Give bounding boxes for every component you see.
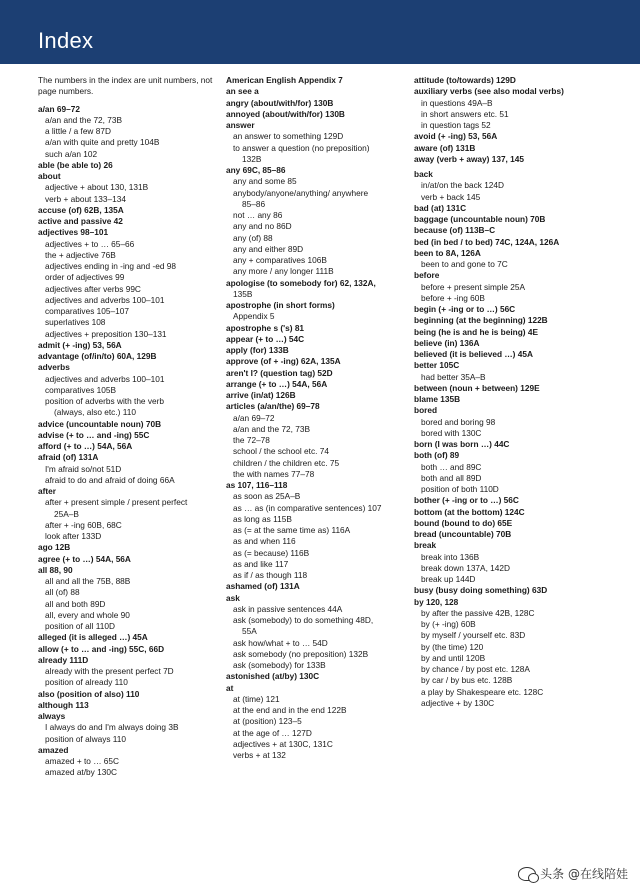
index-subentry: I'm afraid so/not 51D (45, 463, 122, 474)
chat-bubble-icon (518, 867, 536, 881)
index-headword: ashamed (of) 131A (226, 581, 300, 592)
index-subentry: adjective + about 130, 131B (45, 182, 149, 193)
index-headword: at (226, 682, 234, 693)
index-subentry: a little / a few 87D (45, 126, 111, 136)
index-subentry: by chance / by post etc. 128A (421, 664, 530, 674)
index-subentry: amazed + to … 65C (45, 756, 120, 766)
index-subentry: all, every and whole 90 (45, 609, 130, 620)
index-subentry: after + present simple / present perfect (45, 497, 188, 508)
index-subentry: break down 137A, 142D (421, 562, 511, 573)
index-headword: appear (+ to …) 54C (226, 333, 305, 344)
index-subentry: order of adjectives 99 (45, 272, 125, 283)
index-headword: always (38, 711, 66, 721)
index-subentry: as long as 115B (233, 513, 292, 524)
index-headword: although 113 (38, 699, 89, 710)
index-subentry: to answer a question (no preposition) (233, 142, 370, 153)
index-subentry: bored and boring 98 (421, 416, 496, 427)
index-headword: all 88, 90 (38, 564, 73, 575)
index-headword: been to 8A, 126A (414, 247, 481, 258)
index-columns (0, 75, 640, 875)
index-headword: aren't I? (question tag) 52D (226, 367, 333, 378)
index-subentry: in question tags 52 (421, 120, 491, 130)
index-headword: being (he is and he is being) 4E (414, 326, 539, 337)
index-subentry: adjectives + at 130C, 131C (233, 738, 333, 749)
index-subentry: adjectives and adverbs 100–101 (45, 294, 165, 305)
watermark-text: 头条 @在线陪娃 (540, 867, 628, 881)
index-headword: advantage (of/in/to) 60A, 129B (38, 351, 157, 361)
index-subentry: by after the passive 42B, 128C (421, 607, 535, 618)
index-subentry: already with the present perfect 7D (45, 666, 174, 676)
index-headword: ago 12B (38, 542, 71, 553)
page-title: Index (38, 28, 94, 53)
index-headword: beginning (at the beginning) 122B (414, 315, 548, 326)
index-subentry: after + -ing 60B, 68C (45, 519, 122, 530)
index-headword: begin (+ -ing or to …) 56C (414, 304, 516, 314)
index-subentry: any and either 89D (233, 243, 304, 254)
index-headword: American English Appendix 7 (226, 75, 343, 85)
index-subentry: at (time) 121 (233, 693, 280, 704)
index-subentry: a play by Shakespeare etc. 128C (421, 686, 544, 697)
index-headword: auxiliary verbs (see also modal verbs) (414, 86, 564, 97)
index-subentry: verb + about 133–134 (45, 193, 126, 204)
index-headword: as 107, 116–118 (226, 480, 288, 490)
index-subentry: adjectives and adverbs 100–101 (45, 373, 165, 384)
index-headword: accuse (of) 62B, 135A (38, 204, 124, 215)
index-subentry: an answer to something 129D (233, 131, 344, 142)
index-headword: baggage (uncountable noun) 70B (414, 214, 546, 224)
index-subentry: verb + back 145 (421, 191, 481, 202)
index-subentry: look after 133D (45, 531, 102, 541)
index-headword: arrive (in/at) 126B (226, 390, 296, 400)
index-headword: also (position of also) 110 (38, 688, 140, 699)
index-subentry: such a/an 102 (45, 148, 98, 159)
index-header-banner (0, 0, 640, 64)
index-subentry: position of always 110 (45, 733, 127, 744)
index-headword: bad (at) 131C (414, 202, 467, 213)
index-subentry: before + present simple 25A (421, 281, 526, 292)
index-subentry: all (of) 88 (45, 587, 80, 598)
index-subentry: adjectives + preposition 130–131 (45, 328, 167, 339)
index-headword: bread (uncountable) 70B (414, 529, 512, 539)
index-headword: avoid (+ -ing) 53, 56A (414, 131, 498, 142)
index-headword: because (of) 113B–C (414, 225, 496, 236)
index-subentry: as … as (in comparative sentences) 107 (233, 502, 382, 513)
index-headword: both (of) 89 (414, 450, 460, 461)
index-headword: blame 135B (414, 394, 461, 404)
index-subentry: at the age of … 127D (233, 727, 312, 738)
index-subentry: been to and gone to 7C (421, 259, 508, 269)
index-subentry: any and no 86D (233, 221, 292, 232)
index-subentry: in questions 49A–B (421, 97, 493, 108)
index-headword: answer (226, 120, 255, 130)
index-headword: admit (+ -ing) 53, 56A (38, 339, 122, 350)
index-subentry: ask (somebody) to do something 48D, (233, 615, 374, 625)
index-headword: afraid (of) 131A (38, 452, 99, 463)
index-subentry: not … any 86 (233, 210, 283, 220)
index-headword: active and passive 42 (38, 216, 123, 226)
index-subentry: comparatives 105B (45, 384, 117, 395)
watermark (518, 865, 628, 882)
index-headword: bed (in bed / to bed) 74C, 124A, 126A (414, 236, 560, 247)
index-column-2 (226, 75, 408, 761)
index-headword: believe (in) 136A (414, 337, 480, 348)
index-subentry: any and some 85 (233, 176, 297, 187)
index-headword: approve (of + -ing) 62A, 135A (226, 356, 341, 367)
index-headword: after (38, 486, 56, 496)
index-headword: advice (uncountable noun) 70B (38, 418, 162, 429)
index-subentry: a/an and the 72, 73B (233, 423, 311, 434)
index-subentry: a/an with quite and pretty 104B (45, 137, 160, 148)
index-headword: back (414, 169, 433, 179)
index-subentry: comparatives 105–107 (45, 306, 129, 316)
index-subentry: had better 35A–B (421, 371, 486, 382)
index-headword: bottom (at the bottom) 124C (414, 506, 525, 517)
index-headword: break (414, 540, 437, 551)
index-subentry: any more / any longer 111B (233, 266, 334, 277)
index-headword: believed (it is believed …) 45A (414, 349, 533, 359)
index-headword: bother (+ -ing or to …) 56C (414, 495, 519, 506)
index-headword: angry (about/with/for) 130B (226, 97, 334, 108)
index-headword: attitude (to/towards) 129D (414, 75, 516, 85)
index-subentry: superlatives 108 (45, 317, 106, 328)
index-subentry: Appendix 5 (233, 311, 275, 322)
index-subentry: both … and 89C (421, 461, 482, 472)
index-subentry: by and until 120B (421, 652, 486, 663)
index-headword: apostrophe (in short forms) (226, 300, 335, 310)
index-subentry: as (= at the same time as) 116A (233, 525, 351, 535)
index-subentry: verbs + at 132 (233, 750, 286, 760)
index-subentry: all and both 89D (45, 598, 106, 609)
index-subentry: as if / as though 118 (233, 570, 308, 580)
index-subentry: at (position) 123–5 (233, 716, 302, 727)
index-subentry: afraid to do and afraid of doing 66A (45, 474, 175, 485)
index-subentry: (always, also etc.) 110 (54, 407, 136, 418)
index-subentry: adjectives ending in -ing and -ed 98 (45, 261, 176, 271)
index-subentry: position of already 110 (45, 677, 128, 688)
index-subentry: by (+ -ing) 60B (421, 619, 476, 629)
index-headword: apostrophe s ('s) 81 (226, 322, 305, 333)
index-subentry: position of both 110D (421, 484, 499, 494)
index-subentry: by (the time) 120 (421, 641, 484, 652)
index-headword: any 69C, 85–86 (226, 165, 286, 175)
index-subentry: adjectives after verbs 99C (45, 283, 141, 294)
index-headword: before (414, 270, 440, 281)
index-headword: advise (+ to … and -ing) 55C (38, 429, 150, 440)
index-headword: better 105C (414, 360, 460, 371)
index-subentry: ask in passive sentences 44A (233, 603, 343, 614)
index-subentry: a/an 69–72 (233, 412, 275, 423)
index-headword: agree (+ to …) 54A, 56A (38, 553, 131, 564)
index-headword: annoyed (about/with/for) 130B (226, 108, 345, 119)
index-headword: apologise (to somebody for) 62, 132A, (226, 277, 376, 288)
index-headword: alleged (it is alleged …) 45A (38, 632, 148, 643)
index-headword: adverbs (38, 362, 70, 373)
index-headword: afford (+ to …) 54A, 56A (38, 441, 133, 451)
index-subentry: a/an and the 72, 73B (45, 114, 123, 125)
index-subentry: as soon as 25A–B (233, 491, 301, 502)
index-headword: aware (of) 131B (414, 142, 476, 153)
index-subentry: all and all the 75B, 88B (45, 576, 131, 586)
index-headword: adjectives 98–101 (38, 227, 109, 238)
index-subentry: as and like 117 (233, 558, 289, 569)
index-headword: about (38, 171, 61, 181)
index-headword: away (verb + away) 137, 145 (414, 153, 525, 164)
index-subentry: 25A–B (54, 508, 79, 519)
index-headword: bound (bound to do) 65E (414, 517, 513, 528)
index-column-3 (414, 75, 600, 709)
index-subentry: school / the school etc. 74 (233, 446, 329, 457)
index-subentry: ask somebody (no preposition) 132B (233, 648, 369, 659)
index-headword: an see a (226, 86, 259, 97)
intro-note: The numbers in the index are unit numbers, not page numbers. (38, 75, 213, 97)
index-subentry: break into 136B (421, 551, 480, 562)
index-subentry: at the end and in the end 122B (233, 705, 347, 715)
index-subentry: children / the children etc. 75 (233, 457, 340, 468)
index-headword: allow (+ to … and -ing) 55C, 66D (38, 643, 165, 654)
index-column-1 (38, 75, 218, 779)
index-subentry: 132B (242, 153, 262, 164)
index-subentry: the 72–78 (233, 435, 270, 445)
index-subentry: 55A (242, 626, 257, 637)
index-subentry: anybody/anyone/anything/ anywhere (233, 187, 369, 198)
index-subentry: before + -ing 60B (421, 292, 485, 303)
index-subentry: bored with 130C (421, 427, 482, 438)
index-subentry: both and all 89D (421, 472, 482, 483)
index-headword: astonished (at/by) 130C (226, 671, 320, 682)
index-subentry: adjective + by 130C (421, 697, 495, 708)
index-subentry: any (of) 88 (233, 232, 273, 243)
index-subentry: ask (somebody) for 133B (233, 660, 326, 670)
index-subentry: as and when 116 (233, 536, 296, 547)
index-subentry: in short answers etc. 51 (421, 108, 509, 119)
index-subentry: by car / by bus etc. 128B (421, 675, 513, 686)
index-subentry: ask how/what + to … 54D (233, 637, 328, 648)
index-subentry: break up 144D (421, 574, 476, 584)
index-subentry: position of all 110D (45, 621, 115, 631)
index-headword: able (be able to) 26 (38, 159, 113, 170)
index-subentry: adjectives + to … 65–66 (45, 238, 135, 249)
index-subentry: in/at/on the back 124D (421, 180, 505, 191)
index-subentry: any + comparatives 106B (233, 255, 327, 265)
index-subentry: amazed at/by 130C (45, 767, 117, 778)
index-headword: by 120, 128 (414, 596, 459, 607)
index-subentry: by myself / yourself etc. 83D (421, 630, 526, 641)
index-headword: apply (for) 133B (226, 345, 289, 355)
index-headword: born (I was born …) 44C (414, 439, 510, 449)
index-headword: amazed (38, 744, 69, 755)
index-subentry: the with names 77–78 (233, 468, 315, 479)
index-subentry: 135B (233, 288, 253, 299)
index-subentry: as (= because) 116B (233, 547, 310, 558)
index-subentry: I always do and I'm always doing 3B (45, 722, 179, 733)
index-subentry: 85–86 (242, 198, 266, 209)
index-headword: ask (226, 592, 240, 603)
index-headword: already 111D (38, 654, 89, 665)
index-headword: arrange (+ to …) 54A, 56A (226, 378, 328, 389)
index-headword: a/an 69–72 (38, 103, 80, 114)
index-headword: articles (a/an/the) 69–78 (226, 401, 320, 412)
index-headword: busy (busy doing something) 63D (414, 585, 548, 596)
index-subentry: the + adjective 76B (45, 249, 116, 260)
index-headword: between (noun + between) 129E (414, 382, 540, 393)
index-headword: bored (414, 405, 438, 416)
index-subentry: position of adverbs with the verb (45, 396, 164, 406)
